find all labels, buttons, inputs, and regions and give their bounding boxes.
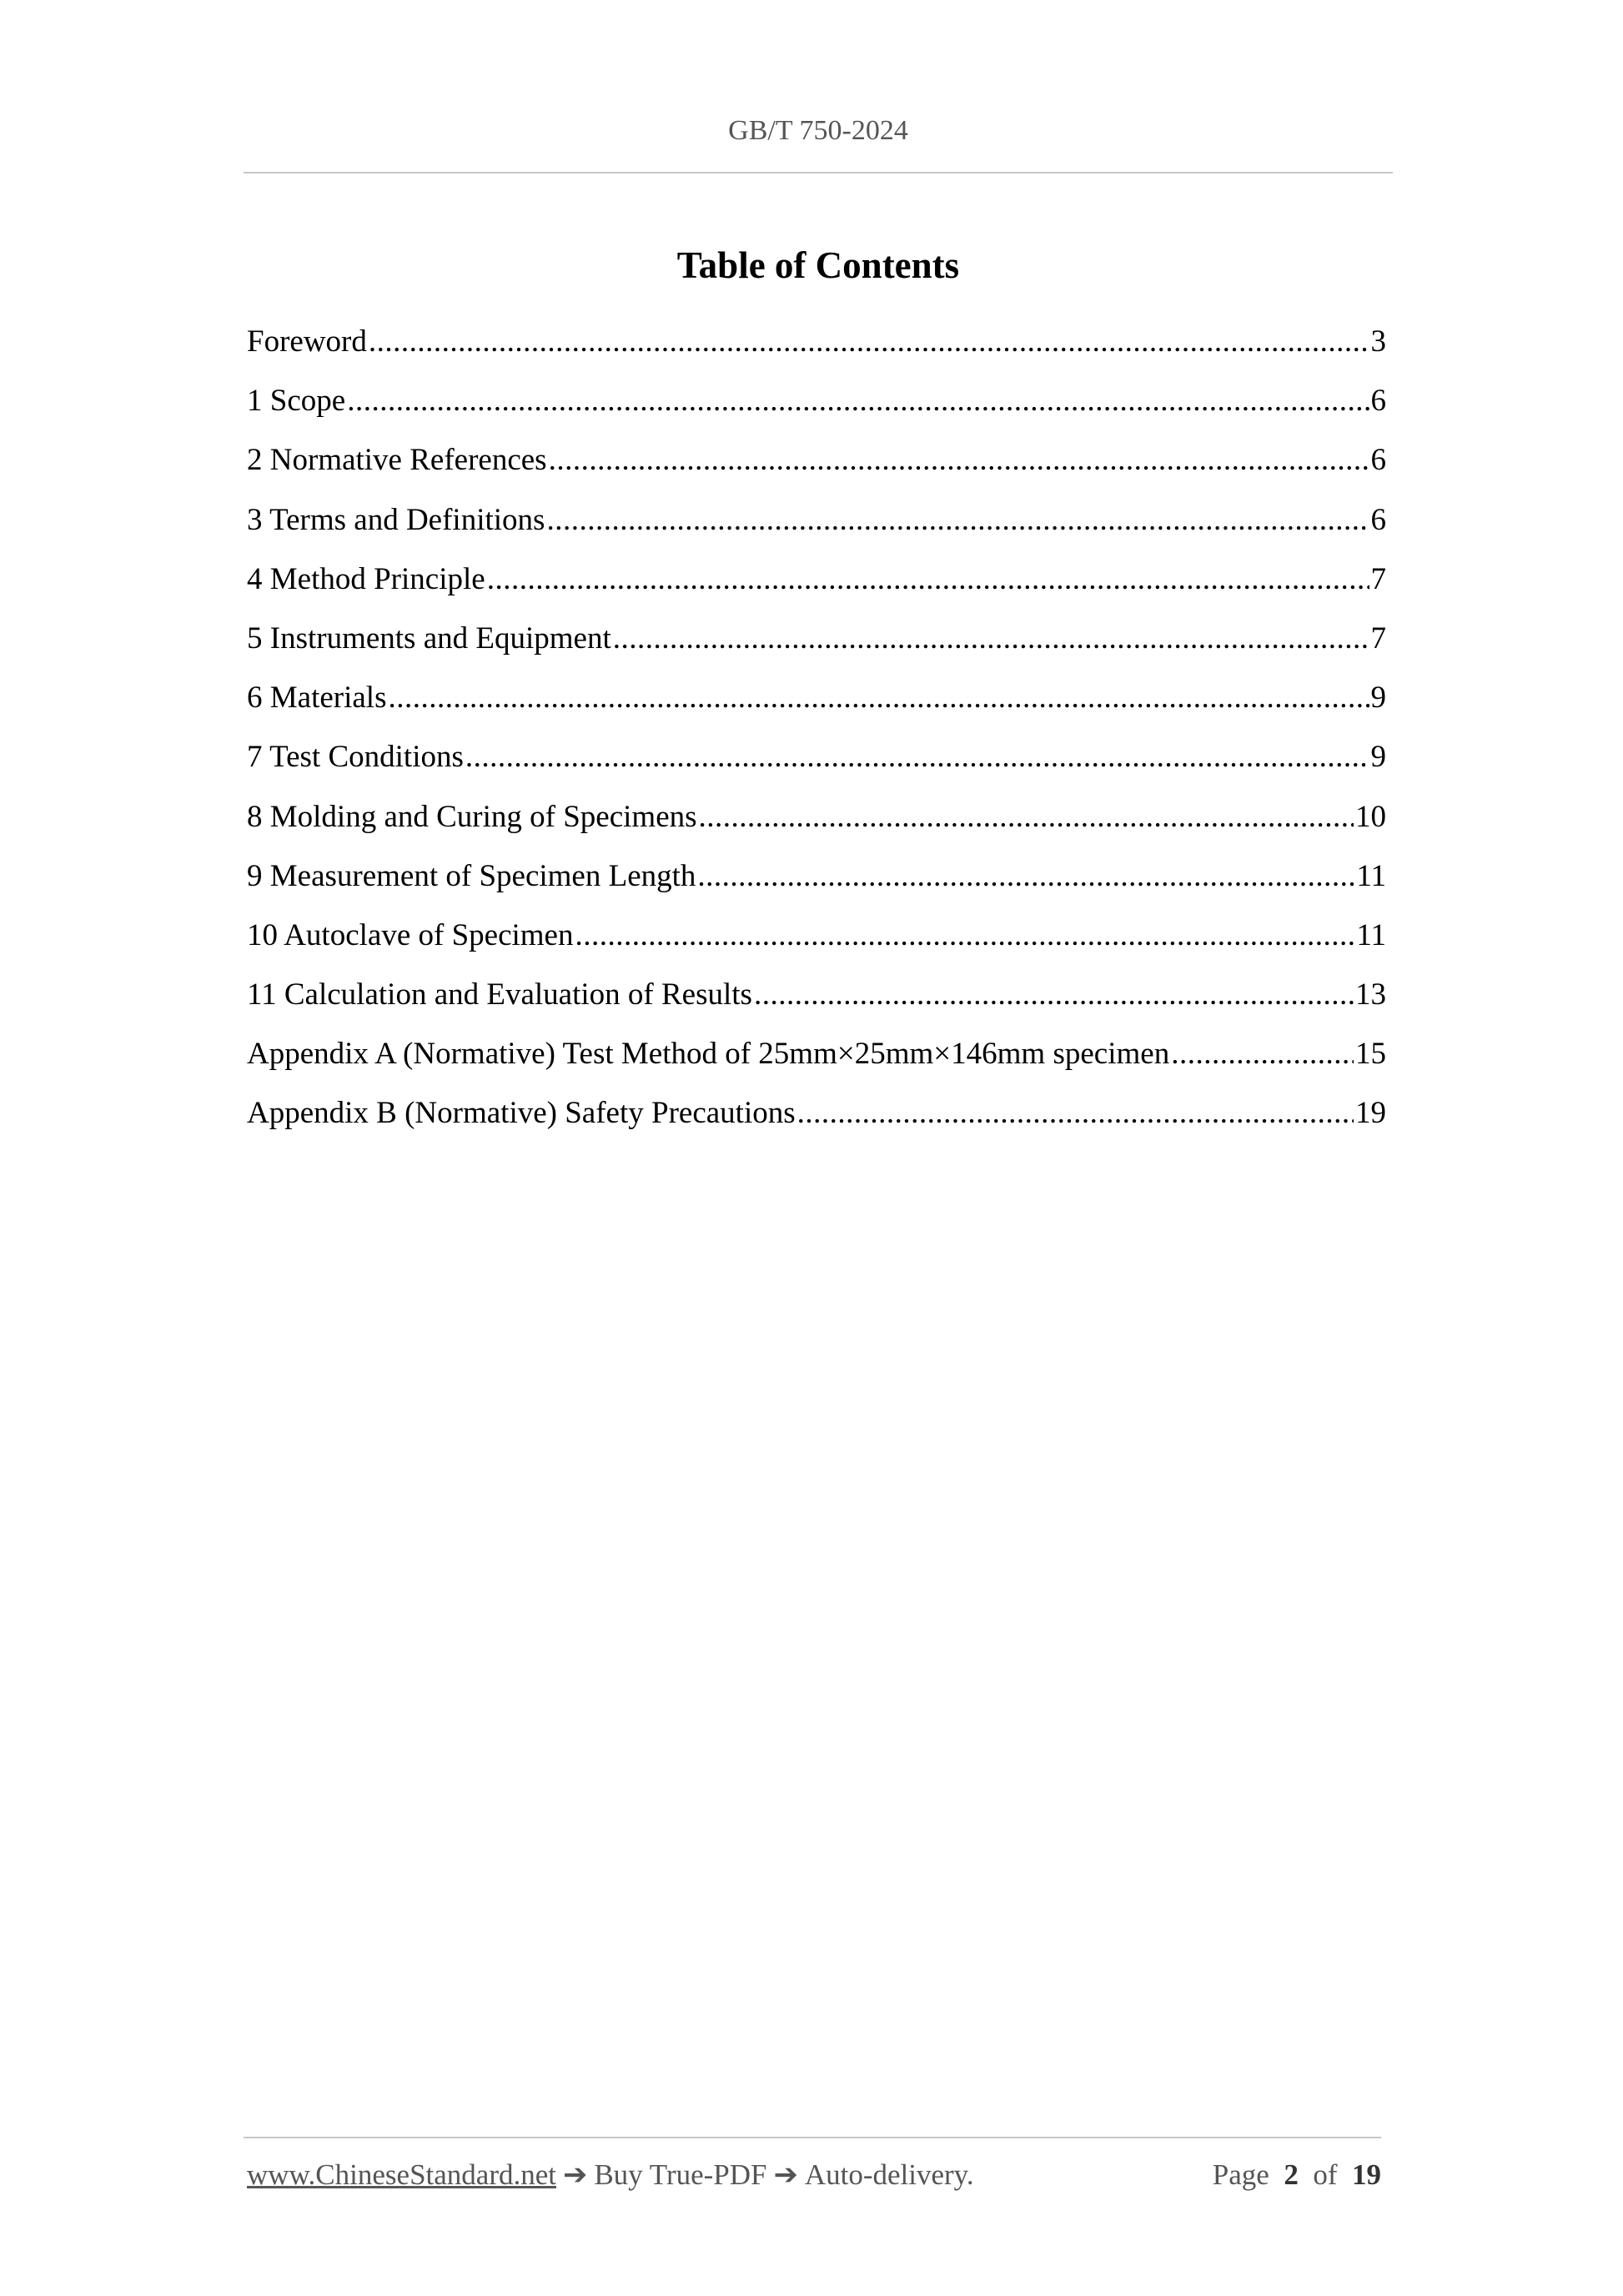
toc-entry-label: 2 Normative References bbox=[247, 443, 547, 478]
toc-entry-page: 9 bbox=[1370, 681, 1386, 716]
toc-entry-molding-curing[interactable] bbox=[247, 799, 1386, 858]
toc-dot-leader bbox=[369, 324, 1369, 359]
toc-entry-page: 6 bbox=[1370, 502, 1386, 537]
toc-entry-page: 6 bbox=[1370, 384, 1386, 419]
toc-entry-foreword[interactable] bbox=[247, 324, 1386, 383]
toc-entry-page: 6 bbox=[1370, 443, 1386, 478]
toc-entry-label: 6 Materials bbox=[247, 681, 387, 716]
toc-dot-leader bbox=[549, 442, 1369, 478]
toc-entry-label: 4 Method Principle bbox=[247, 561, 485, 596]
toc-entry-method-principle[interactable] bbox=[247, 561, 1386, 620]
toc-dot-leader bbox=[575, 917, 1354, 953]
toc-entry-label: 8 Molding and Curing of Specimens bbox=[247, 799, 697, 834]
toc-entry-page: 3 bbox=[1370, 324, 1386, 359]
toc-dot-leader bbox=[754, 977, 1354, 1012]
total-pages-number: 19 bbox=[1352, 2158, 1381, 2191]
toc-entry-instruments-equipment[interactable] bbox=[247, 620, 1386, 680]
toc-dot-leader bbox=[347, 383, 1369, 419]
toc-entry-label: 11 Calculation and Evaluation of Results bbox=[247, 977, 752, 1012]
toc-entry-label: 5 Instruments and Equipment bbox=[247, 620, 611, 656]
toc-dot-leader bbox=[613, 620, 1369, 656]
toc-dot-leader bbox=[1171, 1036, 1354, 1072]
auto-delivery-text: Auto-delivery. bbox=[804, 2158, 974, 2191]
buy-true-pdf-text: Buy True-PDF bbox=[594, 2158, 767, 2191]
arrow-right-icon: ➔ bbox=[563, 2158, 588, 2191]
arrow-right-icon: ➔ bbox=[773, 2158, 798, 2191]
toc-entry-calculation-evaluation[interactable] bbox=[247, 977, 1386, 1036]
page-counter bbox=[1213, 2158, 1381, 2192]
toc-entry-page: 7 bbox=[1370, 561, 1386, 596]
toc-entry-measurement-length[interactable] bbox=[247, 858, 1386, 917]
toc-entry-test-conditions[interactable] bbox=[247, 739, 1386, 798]
toc-entry-page: 9 bbox=[1370, 740, 1386, 775]
toc-entry-label: Appendix A (Normative) Test Method of 25mm×25mm×146mm specimen bbox=[247, 1037, 1170, 1072]
toc-entry-label: Foreword bbox=[247, 324, 367, 359]
of-word: of bbox=[1313, 2158, 1338, 2191]
header-divider bbox=[244, 172, 1393, 173]
toc-dot-leader bbox=[797, 1095, 1354, 1131]
toc-entry-page: 13 bbox=[1355, 977, 1386, 1012]
toc-entry-terms-definitions[interactable] bbox=[247, 502, 1386, 561]
footer-divider bbox=[244, 2137, 1381, 2138]
toc-entry-label: 3 Terms and Definitions bbox=[247, 502, 545, 537]
page-header-doc-code: GB/T 750-2024 bbox=[728, 115, 908, 146]
toc-entry-page: 10 bbox=[1355, 799, 1386, 834]
toc-entry-label: 7 Test Conditions bbox=[247, 740, 464, 775]
toc-dot-leader bbox=[388, 680, 1369, 716]
toc-entry-appendix-a[interactable] bbox=[247, 1036, 1386, 1095]
toc-entry-normative-references[interactable] bbox=[247, 442, 1386, 501]
page-footer bbox=[247, 2158, 1381, 2192]
footer-promo bbox=[247, 2158, 974, 2192]
toc-dot-leader bbox=[697, 858, 1354, 894]
toc-entry-label: Appendix B (Normative) Safety Precautions bbox=[247, 1096, 796, 1131]
toc-entry-label: 9 Measurement of Specimen Length bbox=[247, 858, 696, 893]
toc-title: Table of Contents bbox=[676, 244, 960, 286]
toc-dot-leader bbox=[487, 561, 1369, 597]
toc-dot-leader bbox=[465, 739, 1369, 775]
toc-entry-page: 7 bbox=[1370, 620, 1386, 656]
toc-dot-leader bbox=[699, 799, 1354, 835]
website-link[interactable]: www.ChineseStandard.net bbox=[247, 2158, 556, 2191]
toc-entry-label: 1 Scope bbox=[247, 384, 346, 419]
toc-entry-page: 11 bbox=[1356, 917, 1386, 952]
toc-entry-label: 10 Autoclave of Specimen bbox=[247, 917, 574, 952]
toc-entry-page: 11 bbox=[1356, 858, 1386, 893]
toc-entry-page: 19 bbox=[1355, 1096, 1386, 1131]
toc-entry-autoclave[interactable] bbox=[247, 917, 1386, 977]
page-word: Page bbox=[1212, 2158, 1269, 2191]
toc-entry-materials[interactable] bbox=[247, 680, 1386, 739]
toc-entry-scope[interactable] bbox=[247, 383, 1386, 442]
toc-dot-leader bbox=[546, 502, 1369, 538]
current-page-number: 2 bbox=[1284, 2158, 1299, 2191]
toc-entry-appendix-b[interactable] bbox=[247, 1095, 1386, 1154]
toc-entry-page: 15 bbox=[1355, 1037, 1386, 1072]
toc-list bbox=[247, 324, 1386, 1155]
